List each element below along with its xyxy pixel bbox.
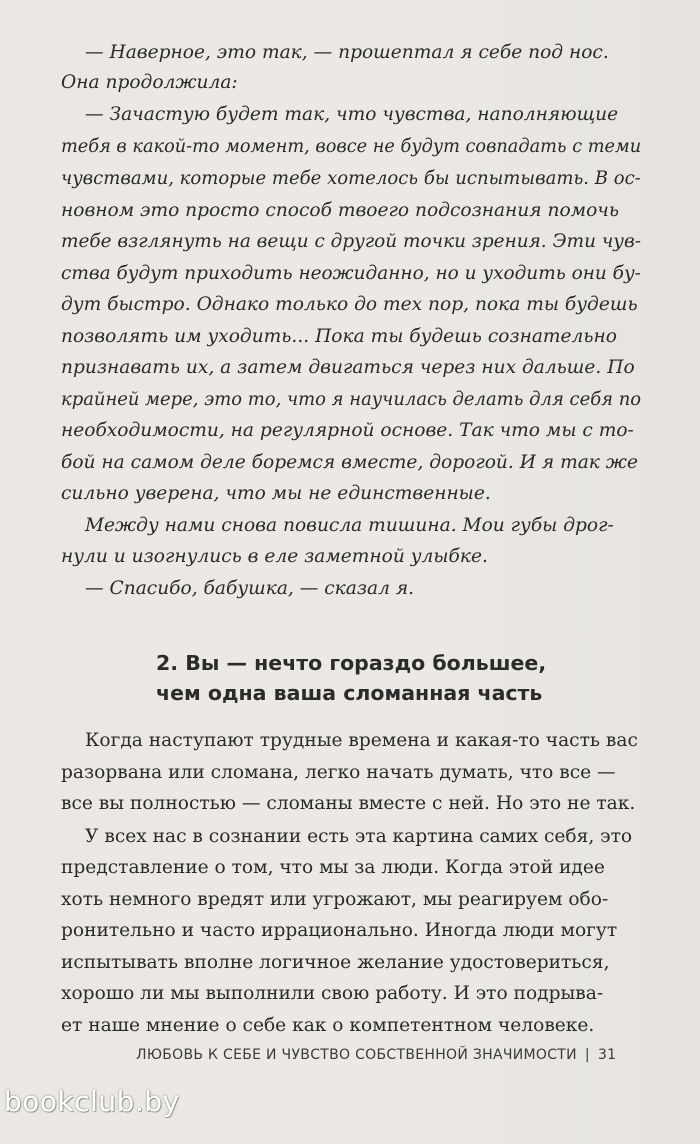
text-line: крайней мере, это то, что я научилась делать для себя по [61,389,642,410]
text-line: — Наверное, это так, — прошептал я себе под нос. [85,42,609,63]
footer-separator: | [584,1047,590,1063]
text-line: бой на самом деле боремся вместе, дорогой. И я так же [61,452,638,473]
text-line: ронительно и часто иррационально. Иногда люди могут [61,920,618,941]
text-line: хорошо ли мы выполнили свою работу. И это подрыва- [61,983,604,1004]
text-line: чувствами, которые тебе хотелось бы испытывать. В ос- [61,168,641,189]
page-number: 31 [597,1047,617,1063]
running-title: ЛЮБОВЬ К СЕБЕ И ЧУВСТВО СОБСТВЕННОЙ ЗНАЧИМОСТИ [136,1047,577,1063]
text-line: Когда наступают трудные времена и какая-то часть вас [85,730,638,751]
text-line: ет наше мнение о себе как о компетентном человеке. [61,1015,595,1036]
page-footer [136,1047,616,1063]
text-line: дут быстро. Однако только до тех пор, пока ты будешь [61,294,638,315]
text-line: новном это просто способ твоего подсознания помочь [61,200,619,221]
text-line: У всех нас в сознании есть эта картина самих себя, это [85,826,633,847]
text-line: нули и изогнулись в еле заметной улыбке. [61,546,488,567]
text-line: тебе взглянуть на вещи с другой точки зрения. Эти чув- [61,231,641,252]
text-line: Между нами снова повисла тишина. Мои губы дрог- [85,515,614,536]
text-line: необходимости, на регулярной основе. Так что мы с то- [61,420,634,441]
section-heading-line-1: 2. Вы — нечто гораздо большее, [156,651,547,675]
text-line: позволять им уходить... Пока ты будешь сознательно [61,326,617,347]
section-heading-line-2: чем одна ваша сломанная часть [156,681,543,705]
text-line: ства будут приходить неожиданно, но и уходить они бу- [61,263,641,284]
text-line: испытывать вполне логичное желание удостовериться, [61,952,610,973]
text-line: разорвана или сломана, легко начать думать, что все — [61,762,616,783]
text-line: — Зачастую будет так, что чувства, наполняющие [85,104,619,125]
text-line: хоть немного вредят или угрожают, мы реагируем обо- [61,889,609,910]
text-line: признавать их, а затем двигаться через них дальше. По [61,357,635,378]
text-line: представление о том, что мы за люди. Когда этой идее [61,857,605,878]
watermark: bookclub.by [4,1085,180,1118]
text-line: Она продолжила: [61,72,238,93]
text-line: — Спасибо, бабушка, — сказал я. [85,578,415,599]
text-line: сильно уверена, что мы не единственные. [61,483,491,504]
text-line: тебя в какой-то момент, вовсе не будут совпадать с теми [61,136,642,157]
text-line: все вы полностью — сломаны вместе с ней. Но это не так. [61,793,636,814]
